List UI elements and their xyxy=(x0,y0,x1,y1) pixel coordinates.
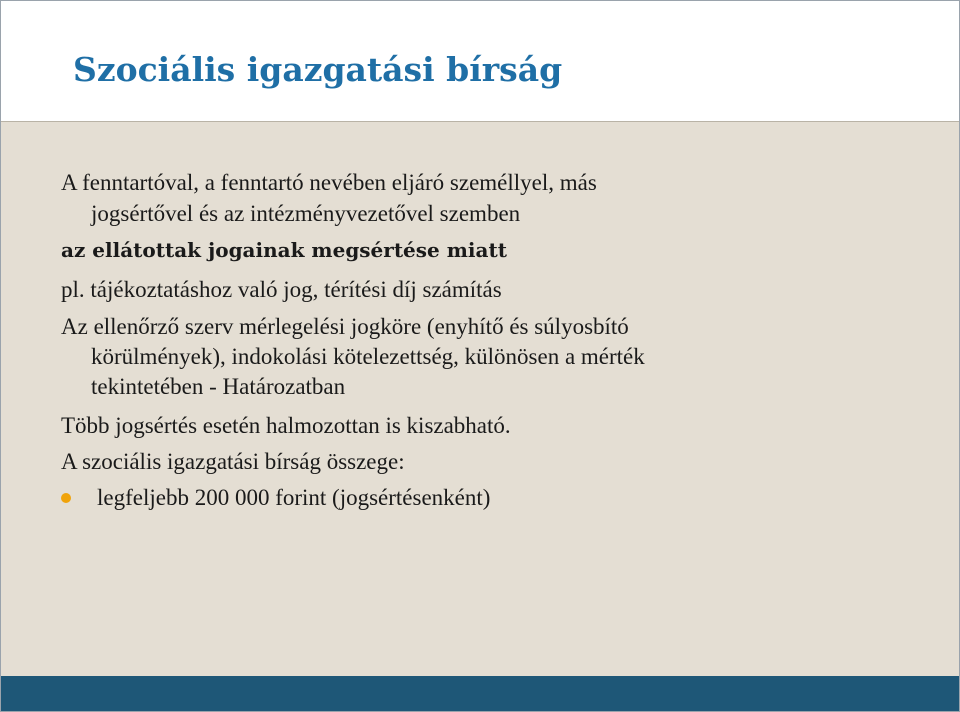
paragraph-line-5: Az ellenőrző szerv mérlegelési jogköre (enyhítő és súlyosbító xyxy=(61,314,629,339)
slide-title: Szociális igazgatási bírság xyxy=(73,50,563,89)
paragraph-line-4: pl. tájékoztatáshoz való jog, térítési díj számítás xyxy=(61,277,502,302)
title-area xyxy=(1,1,959,122)
paragraph-line-6: körülmények), indokolási kötelezettség, különösen a mérték xyxy=(91,344,645,369)
paragraph-line-8: Több jogsértés esetén halmozottan is kiszabható. xyxy=(61,413,511,438)
paragraph-line-2: jogsértővel és az intézményvezetővel szemben xyxy=(91,201,521,226)
footer-bar xyxy=(1,676,959,711)
bullet-dot-icon xyxy=(61,493,71,503)
paragraph-line-3: az ellátottak jogainak megsértése miatt xyxy=(61,238,507,262)
paragraph-line-1: A fenntartóval, a fenntartó nevében eljáró személlyel, más xyxy=(61,170,597,195)
paragraph-line-9: A szociális igazgatási bírság összege: xyxy=(61,449,405,474)
bullet-item-1: legfeljebb 200 000 forint (jogsértésenként) xyxy=(97,485,491,510)
paragraph-line-7: tekintetében - Határozatban xyxy=(91,374,346,399)
